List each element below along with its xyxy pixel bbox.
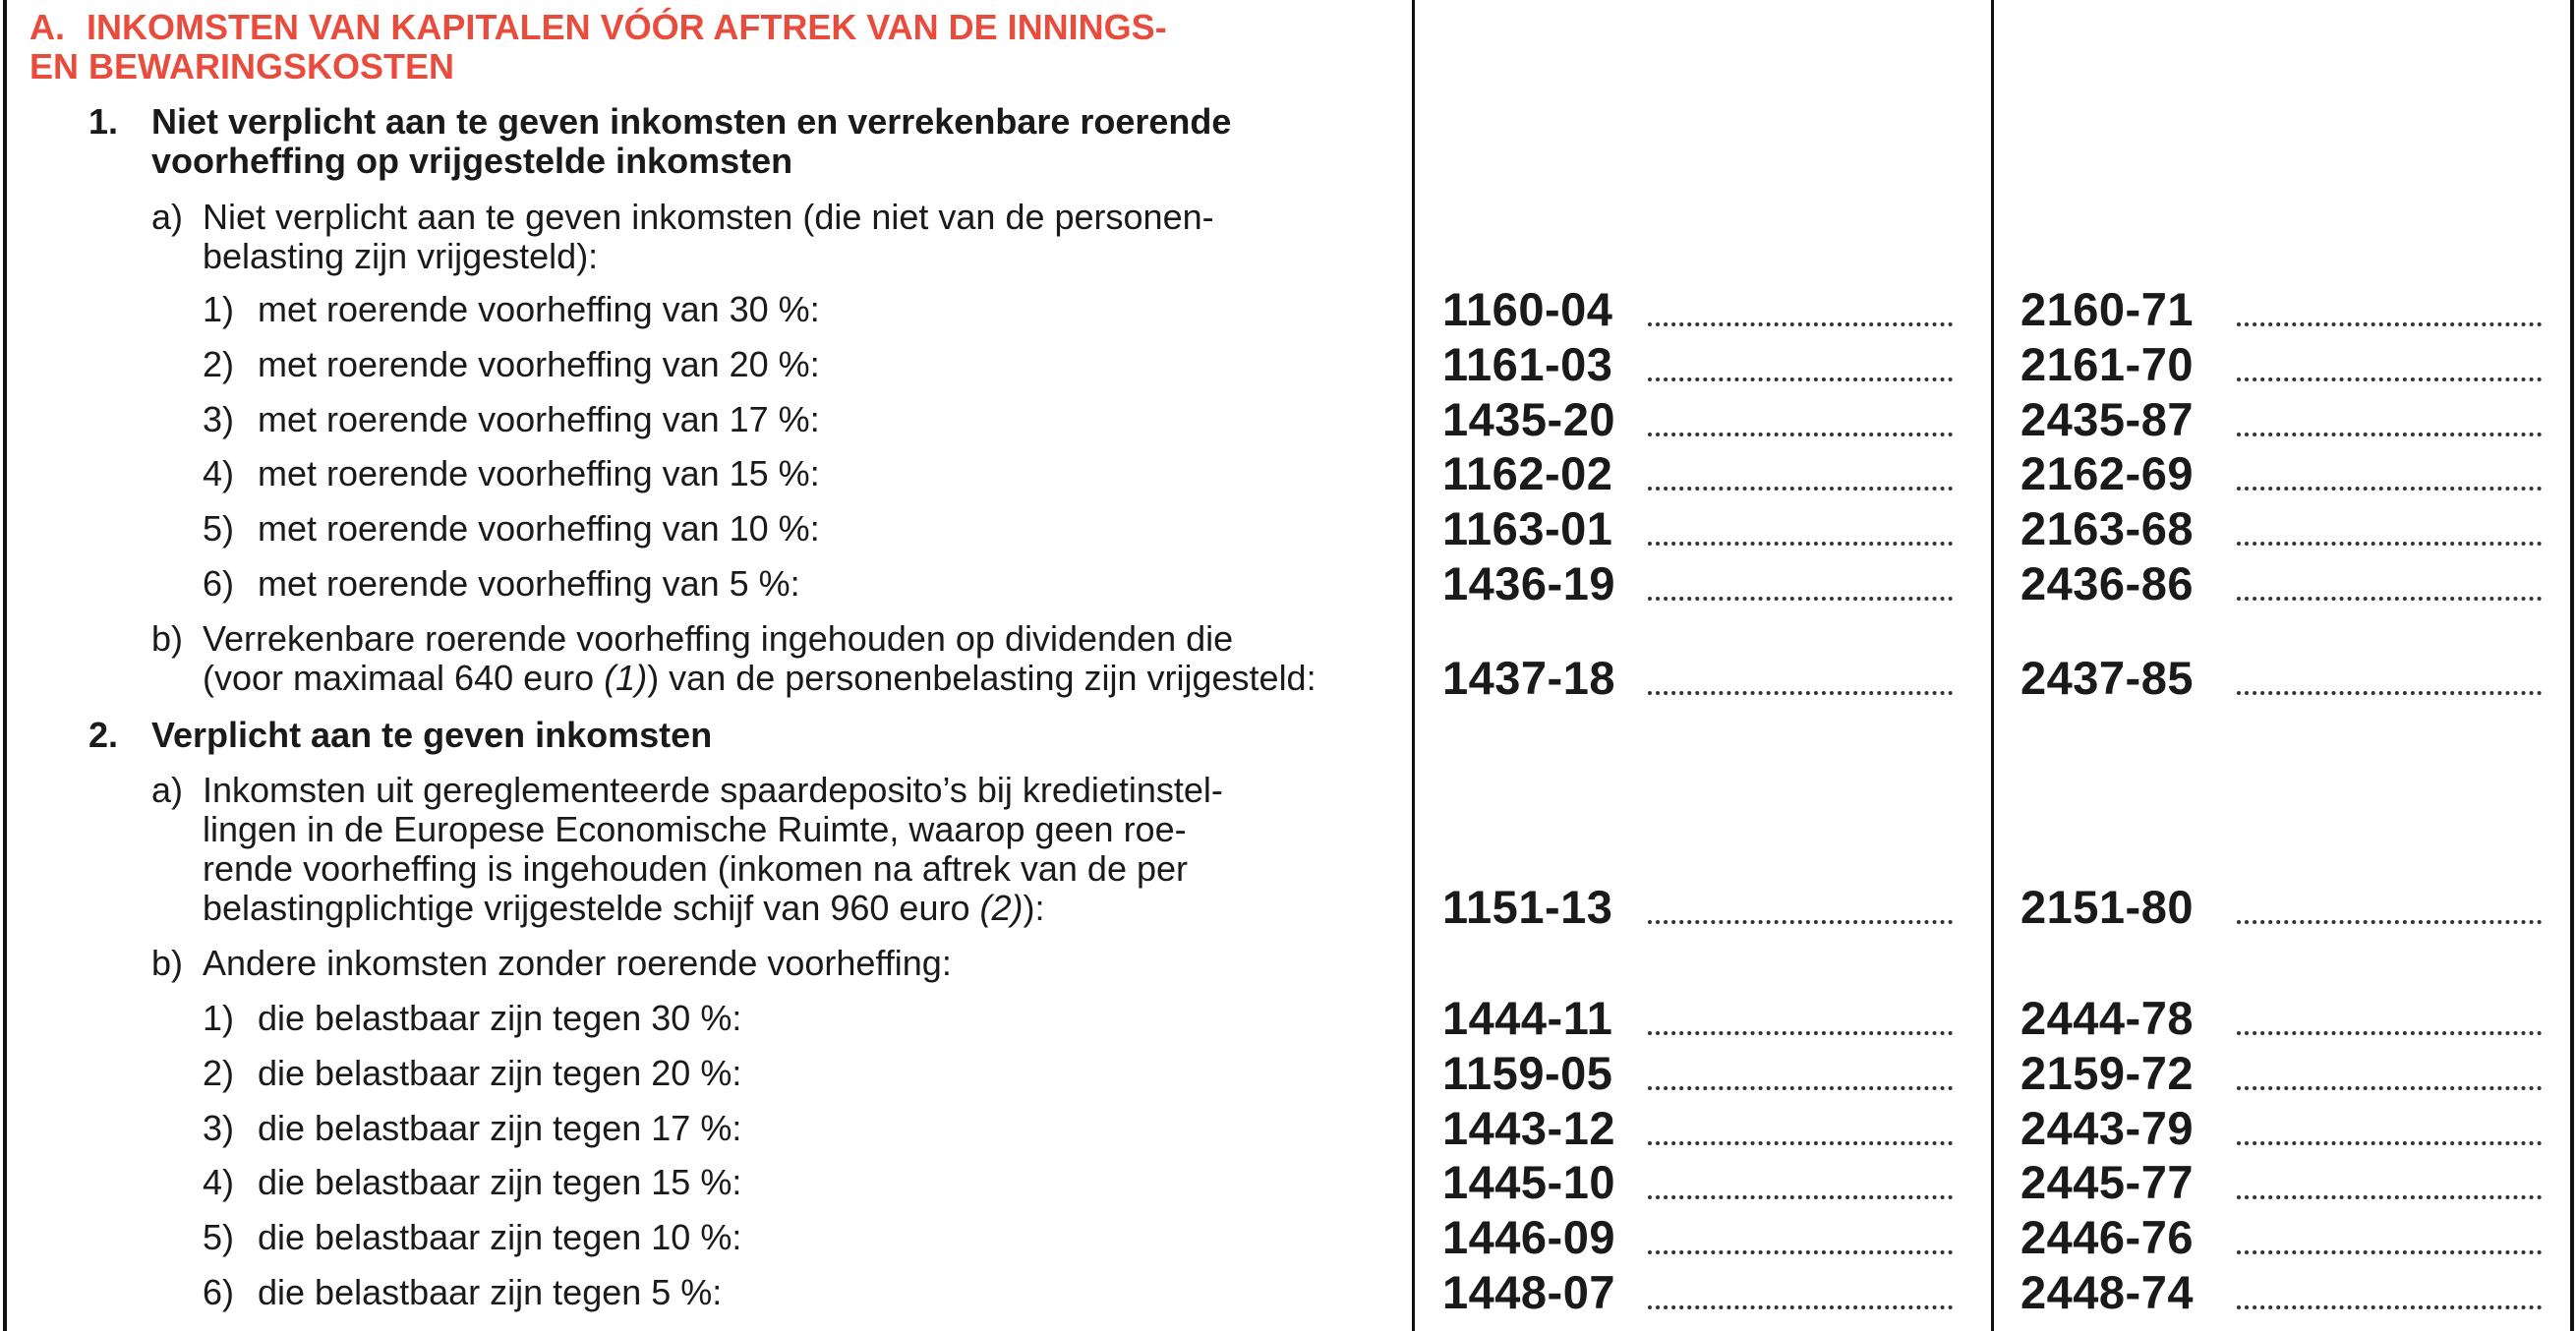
amount-field-right[interactable] — [2237, 1250, 2542, 1254]
item-marker: 2) — [203, 1053, 235, 1093]
amount-field-left[interactable] — [1648, 1141, 1953, 1145]
code-left: 1444-11 — [1442, 992, 1613, 1044]
amount-field-left[interactable] — [1648, 1031, 1953, 1035]
item-marker: 1) — [203, 289, 235, 329]
item-label: die belastbaar zijn tegen 10 %: — [258, 1217, 742, 1257]
item-marker: 4) — [203, 1162, 235, 1202]
code-right: 2162-69 — [2020, 447, 2194, 499]
code-left: 1443-12 — [1442, 1102, 1615, 1154]
amount-field-right[interactable] — [2237, 1195, 2542, 1199]
amount-field-right[interactable] — [2237, 920, 2542, 924]
code-left: 1446-09 — [1442, 1211, 1615, 1263]
item-label: met roerende voorheffing van 30 %: — [258, 289, 820, 329]
amount-field-left[interactable] — [1648, 1086, 1953, 1090]
part2-number: 2. — [88, 715, 119, 755]
amount-field-right[interactable] — [2237, 1305, 2542, 1309]
item-marker: 1) — [203, 998, 235, 1038]
amount-field-left[interactable] — [1648, 691, 1953, 695]
part1-b-marker: b) — [151, 618, 184, 659]
part2-b-marker: b) — [151, 943, 184, 983]
code-right: 2436-86 — [2020, 557, 2194, 609]
amount-field-right[interactable] — [2237, 691, 2542, 695]
amount-field-right[interactable] — [2237, 1031, 2542, 1035]
part1-title-line2: voorheffing op vrijgestelde inkomsten — [151, 141, 793, 181]
part1-a-marker: a) — [151, 197, 184, 237]
code-right: 2163-68 — [2020, 502, 2194, 554]
code-right: 2445-77 — [2020, 1156, 2194, 1208]
part2-a-line4: belastingplichtige vrijgestelde schijf van 960 euro (2)): — [203, 888, 1045, 928]
code-right: 2160-71 — [2020, 283, 2194, 335]
code-left: 1159-05 — [1442, 1047, 1613, 1099]
amount-field-left[interactable] — [1648, 920, 1953, 924]
item-marker: 5) — [203, 1217, 235, 1257]
code-right: 2159-72 — [2020, 1047, 2194, 1099]
part2-a-line1: Inkomsten uit gereglementeerde spaardeposito’s bij kredietinstel- — [203, 770, 1223, 810]
part1-a-line2: belasting zijn vrijgesteld): — [203, 236, 599, 276]
part2-a-line3: rende voorheffing is ingehouden (inkomen na aftrek van de per — [203, 848, 1189, 889]
amount-field-left[interactable] — [1648, 597, 1953, 601]
amount-field-left[interactable] — [1648, 1195, 1953, 1199]
amount-field-right[interactable] — [2237, 377, 2542, 381]
item-label: die belastbaar zijn tegen 15 %: — [258, 1162, 742, 1202]
column-divider-right — [1991, 0, 1994, 1331]
code-left: 1435-20 — [1442, 393, 1615, 445]
code-right: 2444-78 — [2020, 992, 2194, 1044]
code-left: 1162-02 — [1442, 447, 1613, 499]
item-marker: 3) — [203, 1108, 235, 1148]
amount-field-left[interactable] — [1648, 433, 1953, 436]
code-left: 1448-07 — [1442, 1266, 1615, 1318]
amount-field-left[interactable] — [1648, 377, 1953, 381]
amount-field-left[interactable] — [1648, 487, 1953, 491]
part1-b-line1: Verrekenbare roerende voorheffing ingehouden op dividenden die — [203, 618, 1234, 659]
part1-a-line1: Niet verplicht aan te geven inkomsten (die niet van de personen- — [203, 197, 1214, 237]
item-label: met roerende voorheffing van 5 %: — [258, 563, 800, 604]
part1-title-line1: Niet verplicht aan te geven inkomsten en verrekenbare roerende — [151, 101, 1232, 142]
amount-field-left[interactable] — [1648, 542, 1953, 546]
item-marker: 2) — [203, 344, 235, 384]
code-right: 2448-74 — [2020, 1266, 2194, 1318]
code-left-1437-18: 1437-18 — [1442, 652, 1615, 704]
code-right-2151-80: 2151-80 — [2020, 881, 2194, 933]
code-left: 1160-04 — [1442, 283, 1613, 335]
item-label: met roerende voorheffing van 17 %: — [258, 399, 820, 439]
item-label: met roerende voorheffing van 15 %: — [258, 453, 820, 493]
item-marker: 3) — [203, 399, 235, 439]
part2-a-marker: a) — [151, 770, 184, 810]
amount-field-left[interactable] — [1648, 1305, 1953, 1309]
code-right-2437-85: 2437-85 — [2020, 652, 2194, 704]
amount-field-left[interactable] — [1648, 322, 1953, 326]
code-right: 2443-79 — [2020, 1102, 2194, 1154]
amount-field-right[interactable] — [2237, 597, 2542, 601]
item-marker: 6) — [203, 1272, 235, 1312]
code-right: 2161-70 — [2020, 338, 2194, 390]
section-title-line1: INKOMSTEN VAN KAPITALEN VÓÓR AFTREK VAN DE INNINGS- — [87, 7, 1167, 47]
item-marker: 5) — [203, 508, 235, 549]
item-label: die belastbaar zijn tegen 30 %: — [258, 998, 742, 1038]
item-label: die belastbaar zijn tegen 17 %: — [258, 1108, 742, 1148]
column-divider-left — [1412, 0, 1415, 1331]
code-left: 1163-01 — [1442, 502, 1613, 554]
item-label: met roerende voorheffing van 10 %: — [258, 508, 820, 549]
code-left: 1445-10 — [1442, 1156, 1615, 1208]
part1-b-line2: (voor maximaal 640 euro (1)) van de personenbelasting zijn vrijgesteld: — [203, 658, 1317, 698]
item-marker: 6) — [203, 563, 235, 604]
section-title-line2: EN BEWARINGSKOSTEN — [29, 46, 455, 87]
amount-field-right[interactable] — [2237, 1141, 2542, 1145]
amount-field-left[interactable] — [1648, 1250, 1953, 1254]
item-label: die belastbaar zijn tegen 5 %: — [258, 1272, 723, 1312]
code-left-1151-13: 1151-13 — [1442, 881, 1613, 933]
amount-field-right[interactable] — [2237, 487, 2542, 491]
item-label: die belastbaar zijn tegen 20 %: — [258, 1053, 742, 1093]
code-left: 1161-03 — [1442, 338, 1613, 390]
amount-field-right[interactable] — [2237, 433, 2542, 436]
amount-field-right[interactable] — [2237, 322, 2542, 326]
code-right: 2435-87 — [2020, 393, 2194, 445]
amount-field-right[interactable] — [2237, 1086, 2542, 1090]
footnote-ref-2: (2) — [979, 888, 1024, 928]
section-marker: A. — [29, 7, 65, 47]
part2-title: Verplicht aan te geven inkomsten — [151, 715, 713, 755]
code-right: 2446-76 — [2020, 1211, 2194, 1263]
amount-field-right[interactable] — [2237, 542, 2542, 546]
item-label: met roerende voorheffing van 20 %: — [258, 344, 820, 384]
code-left: 1436-19 — [1442, 557, 1615, 609]
part2-a-line2: lingen in de Europese Economische Ruimte, waarop geen roe- — [203, 809, 1187, 849]
footnote-ref-1: (1) — [604, 658, 648, 698]
item-marker: 4) — [203, 453, 235, 493]
part1-number: 1. — [88, 101, 119, 142]
part2-b-line1: Andere inkomsten zonder roerende voorheffing: — [203, 943, 952, 983]
